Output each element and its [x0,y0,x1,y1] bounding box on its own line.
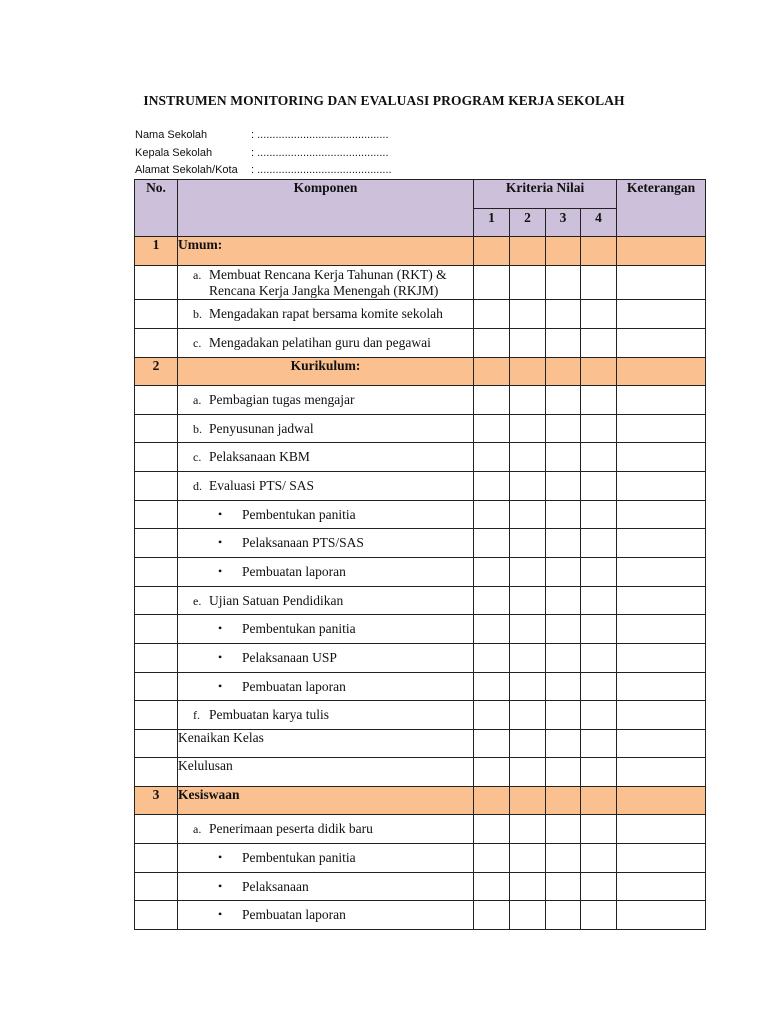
header-komponen: Komponen [178,180,474,237]
info-label: Kepala Sekolah [135,146,213,159]
info-value: : ............................................ [251,164,392,176]
section-row-umum [135,237,706,266]
header-nilai-2: 2 [510,209,546,237]
table-row [135,472,706,501]
bullet-icon: • [218,564,223,578]
item-marker: a. [193,393,202,407]
item-text: Pelaksanaan KBM [209,449,310,464]
info-row-alamat-sekolah [135,162,392,180]
table-row [135,266,706,300]
bullet-icon: • [218,507,223,521]
item-text: Mengadakan pelatihan guru dan pegawai [209,335,431,350]
table-row [135,615,706,644]
table-row [135,558,706,587]
school-info [135,127,392,180]
header-nilai-1: 1 [474,209,510,237]
item-text: Pembentukan panitia [242,850,356,865]
table-row [135,443,706,472]
table-row [135,501,706,529]
item-text: Kelulusan [178,758,474,787]
header-nilai-3: 3 [546,209,581,237]
item-marker: d. [193,479,202,493]
item-text: Pembuatan laporan [242,907,346,922]
bullet-icon: • [218,850,223,864]
bullet-icon: • [218,679,223,693]
item-marker: a. [193,268,202,282]
bullet-icon: • [218,879,223,893]
table-row [135,844,706,873]
document-title: INSTRUMEN MONITORING DAN EVALUASI PROGRAM KERJA SEKOLAH [143,93,625,108]
header-keterangan: Keterangan [617,180,706,237]
table-row [135,415,706,443]
item-text: Penerimaan peserta didik baru [209,821,373,836]
item-text: Membuat Rencana Kerja Tahunan (RKT) & Rencana Kerja Jangka Menengah (RKJM) [209,267,447,298]
table-header-row [135,180,706,209]
item-text: Ujian Satuan Pendidikan [209,593,344,608]
bullet-icon: • [218,621,223,635]
info-value: : ........................................... [251,146,389,159]
header-nilai-4: 4 [581,209,617,237]
item-text: Pelaksanaan PTS/SAS [242,535,364,550]
section-title: Umum: [178,237,474,266]
item-text: Kenaikan Kelas [178,730,474,758]
table-row [135,901,706,930]
item-text: Pembuatan laporan [242,564,346,579]
info-row-kepala-sekolah [135,145,392,163]
table-row [135,329,706,358]
section-row-kesiswaan [135,787,706,815]
table-row [135,386,706,415]
item-text: Mengadakan rapat bersama komite sekolah [209,306,443,321]
info-row-nama-sekolah [135,127,392,145]
evaluation-table [134,179,706,930]
item-marker: c. [193,336,202,350]
table-row [135,758,706,787]
table-row [135,730,706,758]
header-no: No. [135,180,178,237]
header-kriteria-nilai: Kriteria Nilai [474,180,617,209]
section-number: 1 [135,237,178,266]
item-text: Pelaksanaan [242,879,309,894]
item-text: Pembuatan laporan [242,679,346,694]
bullet-icon: • [218,907,223,921]
table-row [135,873,706,901]
info-label: Nama Sekolah [135,129,208,141]
item-text: Pembentukan panitia [242,507,356,522]
item-text: Evaluasi PTS/ SAS [209,478,315,493]
item-marker: b. [193,307,202,321]
section-row-kurikulum [135,358,706,386]
section-number: 2 [135,358,178,386]
bullet-icon: • [218,535,223,549]
item-marker: f. [193,708,200,722]
item-text: Pembagian tugas mengajar [209,392,355,407]
bullet-icon: • [218,650,223,664]
table-row [135,673,706,701]
table-row [135,815,706,844]
item-text: Pembentukan panitia [242,621,356,636]
item-text: Pelaksanaan USP [242,650,337,665]
item-marker: b. [193,422,202,436]
info-value: : ........................................... [251,129,389,141]
item-text: Penyusunan jadwal [209,421,314,436]
item-marker: a. [193,822,202,836]
item-marker: c. [193,450,202,464]
item-text: Pembuatan karya tulis [209,707,329,722]
table-row [135,701,706,730]
table-row [135,300,706,329]
section-number: 3 [135,787,178,815]
item-marker: e. [193,594,202,608]
section-title: Kesiswaan [178,787,474,815]
table-row [135,644,706,673]
info-label: Alamat Sekolah/Kota [135,164,238,176]
section-title: Kurikulum: [178,358,474,386]
table-row [135,529,706,558]
table-row [135,587,706,615]
